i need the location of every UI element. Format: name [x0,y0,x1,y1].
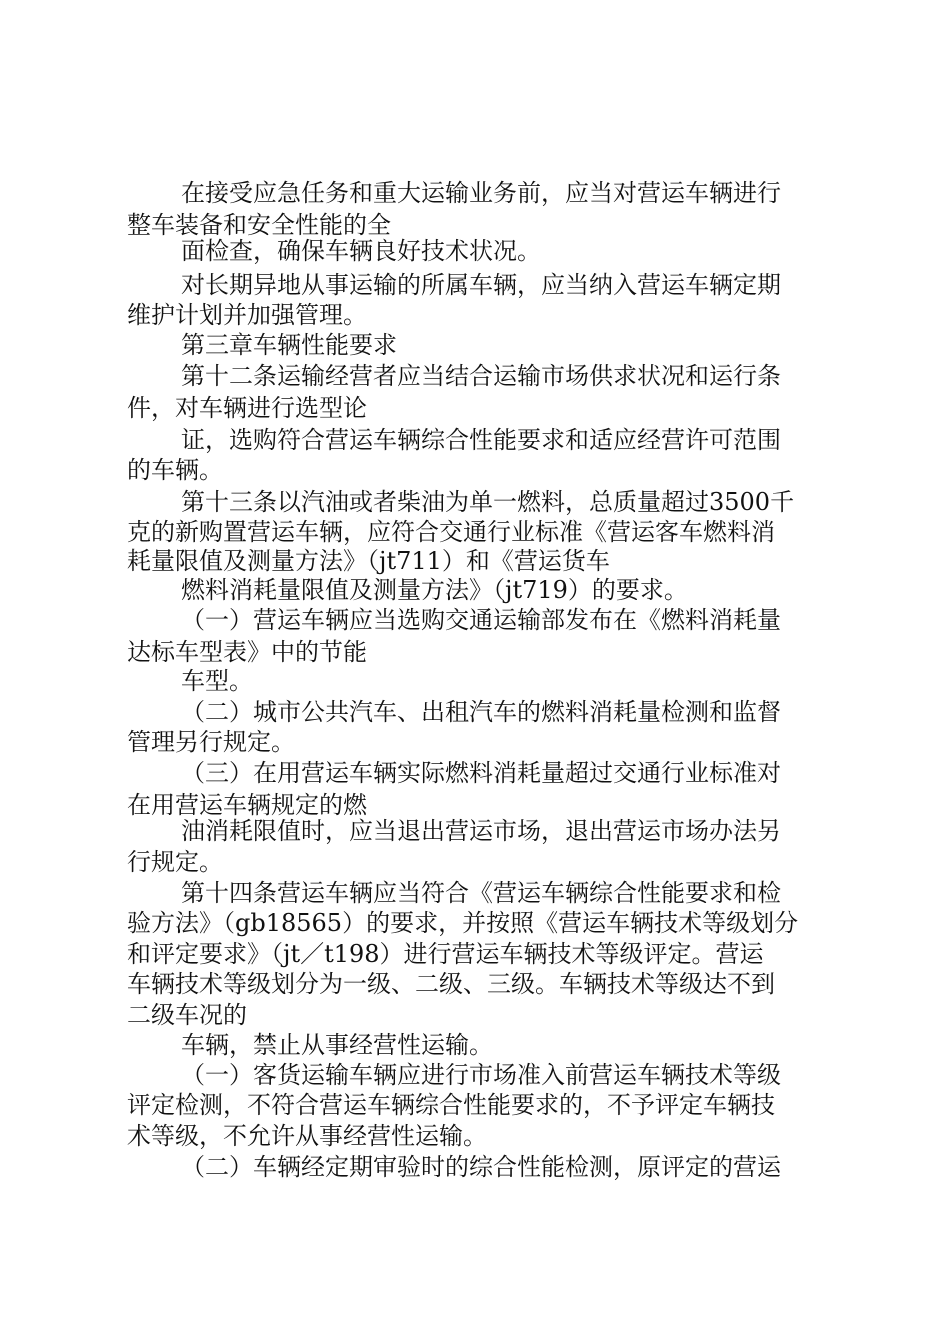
text-line: （一）营运车辆应当选购交通运输部发布在《燃料消耗量 [181,606,781,634]
text-line: （二）城市公共汽车、出租汽车的燃料消耗量检测和监督 [181,698,781,726]
text-line: 和评定要求》（jt／t198）进行营运车辆技术等级评定。营运 [127,940,764,968]
text-line: 对长期异地从事运输的所属车辆，应当纳入营运车辆定期 [181,271,781,299]
text-line: 面检查，确保车辆良好技术状况。 [181,237,541,265]
text-line: 耗量限值及测量方法》（jt711）和《营运货车 [127,547,610,575]
text-line: 克的新购置营运车辆，应符合交通行业标准《营运客车燃料消 [127,518,775,546]
text-line: 件，对车辆进行选型论 [127,394,367,422]
text-line: 证，选购符合营运车辆综合性能要求和适应经营许可范围 [181,426,781,454]
text-line: 车辆，禁止从事经营性运输。 [181,1031,493,1059]
text-line: 评定检测，不符合营运车辆综合性能要求的，不予评定车辆技 [127,1091,775,1119]
text-line: 油消耗限值时，应当退出营运市场，退出营运市场办法另 [181,817,781,845]
text-line: 达标车型表》中的节能 [127,638,367,666]
text-line: （一）客货运输车辆应进行市场准入前营运车辆技术等级 [181,1061,781,1089]
text-line: 在接受应急任务和重大运输业务前，应当对营运车辆进行 [181,179,781,207]
text-line: 二级车况的 [127,1001,247,1029]
text-line: 车辆技术等级划分为一级、二级、三级。车辆技术等级达不到 [127,970,775,998]
text-line: 第十三条以汽油或者柴油为单一燃料，总质量超过3500千 [181,488,795,516]
text-line: 验方法》（gb18565）的要求，并按照《营运车辆技术等级划分 [127,909,799,937]
text-line: 术等级，不允许从事经营性运输。 [127,1122,487,1150]
text-line: 维护计划并加强管理。 [127,301,367,329]
text-line: 第十二条运输经营者应当结合运输市场供求状况和运行条 [181,362,781,390]
section-heading: 第三章车辆性能要求 [181,331,397,359]
text-line: 车型。 [181,667,253,695]
text-line: 在用营运车辆规定的燃 [127,791,367,819]
text-line: 燃料消耗量限值及测量方法》（jt719）的要求。 [181,576,688,604]
text-line: 行规定。 [127,848,223,876]
text-line: 第十四条营运车辆应当符合《营运车辆综合性能要求和检 [181,879,781,907]
text-line: 的车辆。 [127,456,223,484]
text-line: 整车装备和安全性能的全 [127,211,391,239]
text-line: （二）车辆经定期审验时的综合性能检测，原评定的营运 [181,1153,781,1181]
text-line: 管理另行规定。 [127,728,295,756]
text-line: （三）在用营运车辆实际燃料消耗量超过交通行业标准对 [181,759,781,787]
